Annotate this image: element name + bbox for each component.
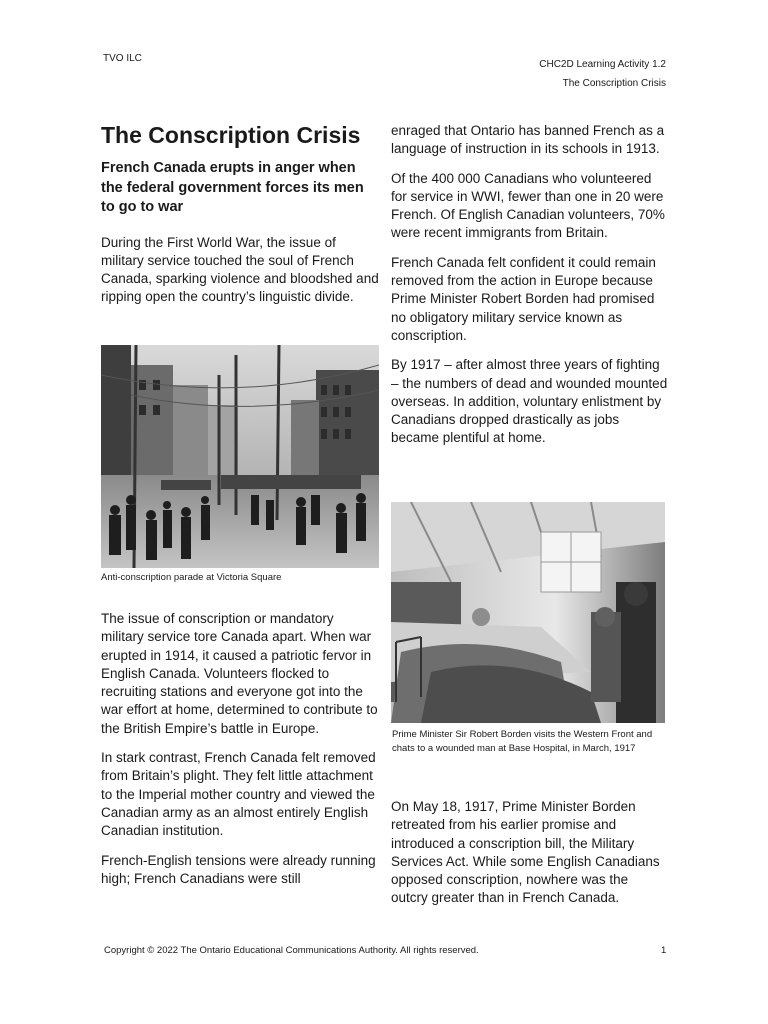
paragraph-contrast: In stark contrast, French Canada felt removed from Britain’s plight. They felt little attachment to the Imperial mother country and viewed the Canadian army as an almost entirely English Canadian institution.	[101, 750, 376, 839]
article-title: The Conscription Crisis	[101, 122, 361, 148]
parade-photo	[101, 345, 379, 568]
paragraph-volunteers: Of the 400 000 Canadians who volunteered for service in WWI, fewer than one in 20 were French. Of English Canadian volunteers, 70% were recent immigrants from Britain.	[391, 170, 665, 241]
right-column-lower	[391, 798, 668, 908]
left-column-lower	[101, 610, 379, 888]
header-topic: The Conscription Crisis	[562, 78, 666, 89]
intro-paragraph: During the First World War, the issue of military service touched the soul of French Canada, sparking violence and bloodshed and ripping open the country’s linguistic divide.	[101, 234, 379, 305]
paragraph-may-1917: On May 18, 1917, Prime Minister Borden retreated from his earlier promise and introduced a conscription bill, the Military Services Act. While some English Canadians opposed conscription, nowhere was the outcry greater than in French Canada.	[391, 799, 660, 906]
page-number: 1	[661, 945, 667, 956]
header-org: TVO ILC	[103, 53, 142, 64]
paragraph-tensions: French-English tensions were already running high; French Canadians were still	[101, 852, 376, 886]
paragraph-tensions-cont: enraged that Ontario has banned French as a language of instruction in its schools in 1913.	[391, 123, 665, 157]
right-column	[391, 122, 668, 448]
copyright-notice: Copyright © 2022 The Ontario Educational Communications Authority. All rights reserved.	[104, 945, 479, 956]
left-column	[101, 120, 379, 307]
hospital-photo-caption: Prime Minister Sir Robert Borden visits the Western Front and chats to a wounded man at Base Hospital, in March, 1917	[392, 729, 653, 754]
hospital-photo	[391, 502, 665, 723]
header-course: CHC2D Learning Activity 1.2	[539, 59, 666, 70]
article-subtitle: French Canada erupts in anger when the federal government forces its men to go to war	[101, 160, 364, 215]
paragraph-1917: By 1917 – after almost three years of fighting – the numbers of dead and wounded mounted overseas. In addition, voluntary enlistment by Canadians dropped drastically as jobs became plentiful at home.	[391, 357, 668, 446]
paragraph-confidence: French Canada felt confident it could remain removed from the action in Europe because Prime Minister Robert Borden had promised no obligatory military service known as conscription.	[391, 254, 656, 343]
paragraph-conscription: The issue of conscription or mandatory military service tore Canada apart. When war erupted in 1914, it caused a patriotic fervor in English Canada. Volunteers flocked to recruiting stations and everyone got into the war effort at home, determined to contribute to the British Empire’s battle in Europe.	[101, 611, 378, 736]
parade-photo-caption: Anti-conscription parade at Victoria Square	[101, 572, 282, 583]
header-right	[539, 55, 666, 93]
